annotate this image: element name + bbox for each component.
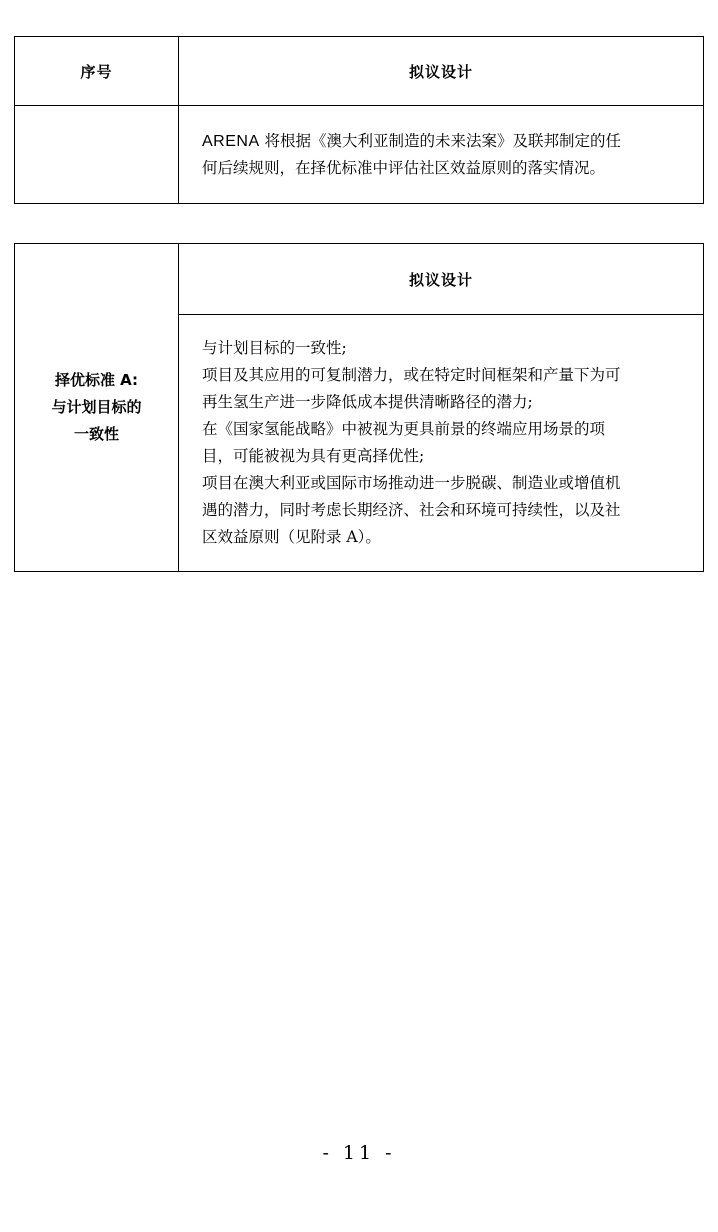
design-text-line: 再生氢生产进一步降低成本提供清晰路径的潜力;: [202, 393, 533, 411]
table-header-row: [15, 244, 704, 315]
design-text-line: 遇的潜力，同时考虑长期经济、社会和环境可持续性，以及社: [202, 501, 621, 519]
header-design-label: 拟议设计: [408, 270, 473, 289]
design-text-line: [202, 128, 673, 155]
table-header-row: [15, 37, 704, 106]
header-design-label: 拟议设计: [408, 62, 473, 81]
row-index-cell: [15, 106, 179, 204]
criterion-line: 一致性: [73, 425, 119, 443]
design-text-line: 何后续规则，在择优标准中评估社区效益原则的落实情况。: [202, 158, 606, 177]
design-text-line: 项目在澳大利亚或国际市场推动进一步脱碳、制造业或增值机: [202, 474, 621, 492]
design-text-line: 目，可能被视为具有更高择优性;: [202, 447, 425, 465]
proposed-design-table-2: [14, 243, 704, 572]
proposed-design-table-1: [14, 36, 704, 204]
header-index-label: 序号: [80, 62, 113, 81]
criterion-design-cell: [179, 315, 704, 572]
header-design-cell: [179, 37, 704, 106]
design-text-line: 在《国家氢能战略》中被视为更具前景的终端应用场景的项: [202, 420, 606, 438]
row-design-cell: [179, 106, 704, 204]
criterion-line: 与计划目标的: [51, 398, 142, 416]
page-number: - 11 -: [322, 1142, 396, 1164]
design-text-line: 区效益原则（见附录 A）。: [202, 528, 381, 546]
table-row: [15, 106, 704, 204]
design-text-line: 项目及其应用的可复制潜力，或在特定时间框架和产量下为可: [202, 366, 621, 384]
arena-text: ARENA: [202, 132, 260, 150]
header-index-cell: [15, 37, 179, 106]
header-design-cell: [179, 244, 704, 315]
criterion-line: 择优标准 A:: [54, 371, 139, 389]
criterion-cell: [15, 244, 179, 572]
design-text-line: 与计划目标的一致性;: [202, 339, 347, 357]
design-text-line-1-rest: 将根据《澳大利亚制造的未来法案》及联邦制定的任: [259, 131, 622, 150]
